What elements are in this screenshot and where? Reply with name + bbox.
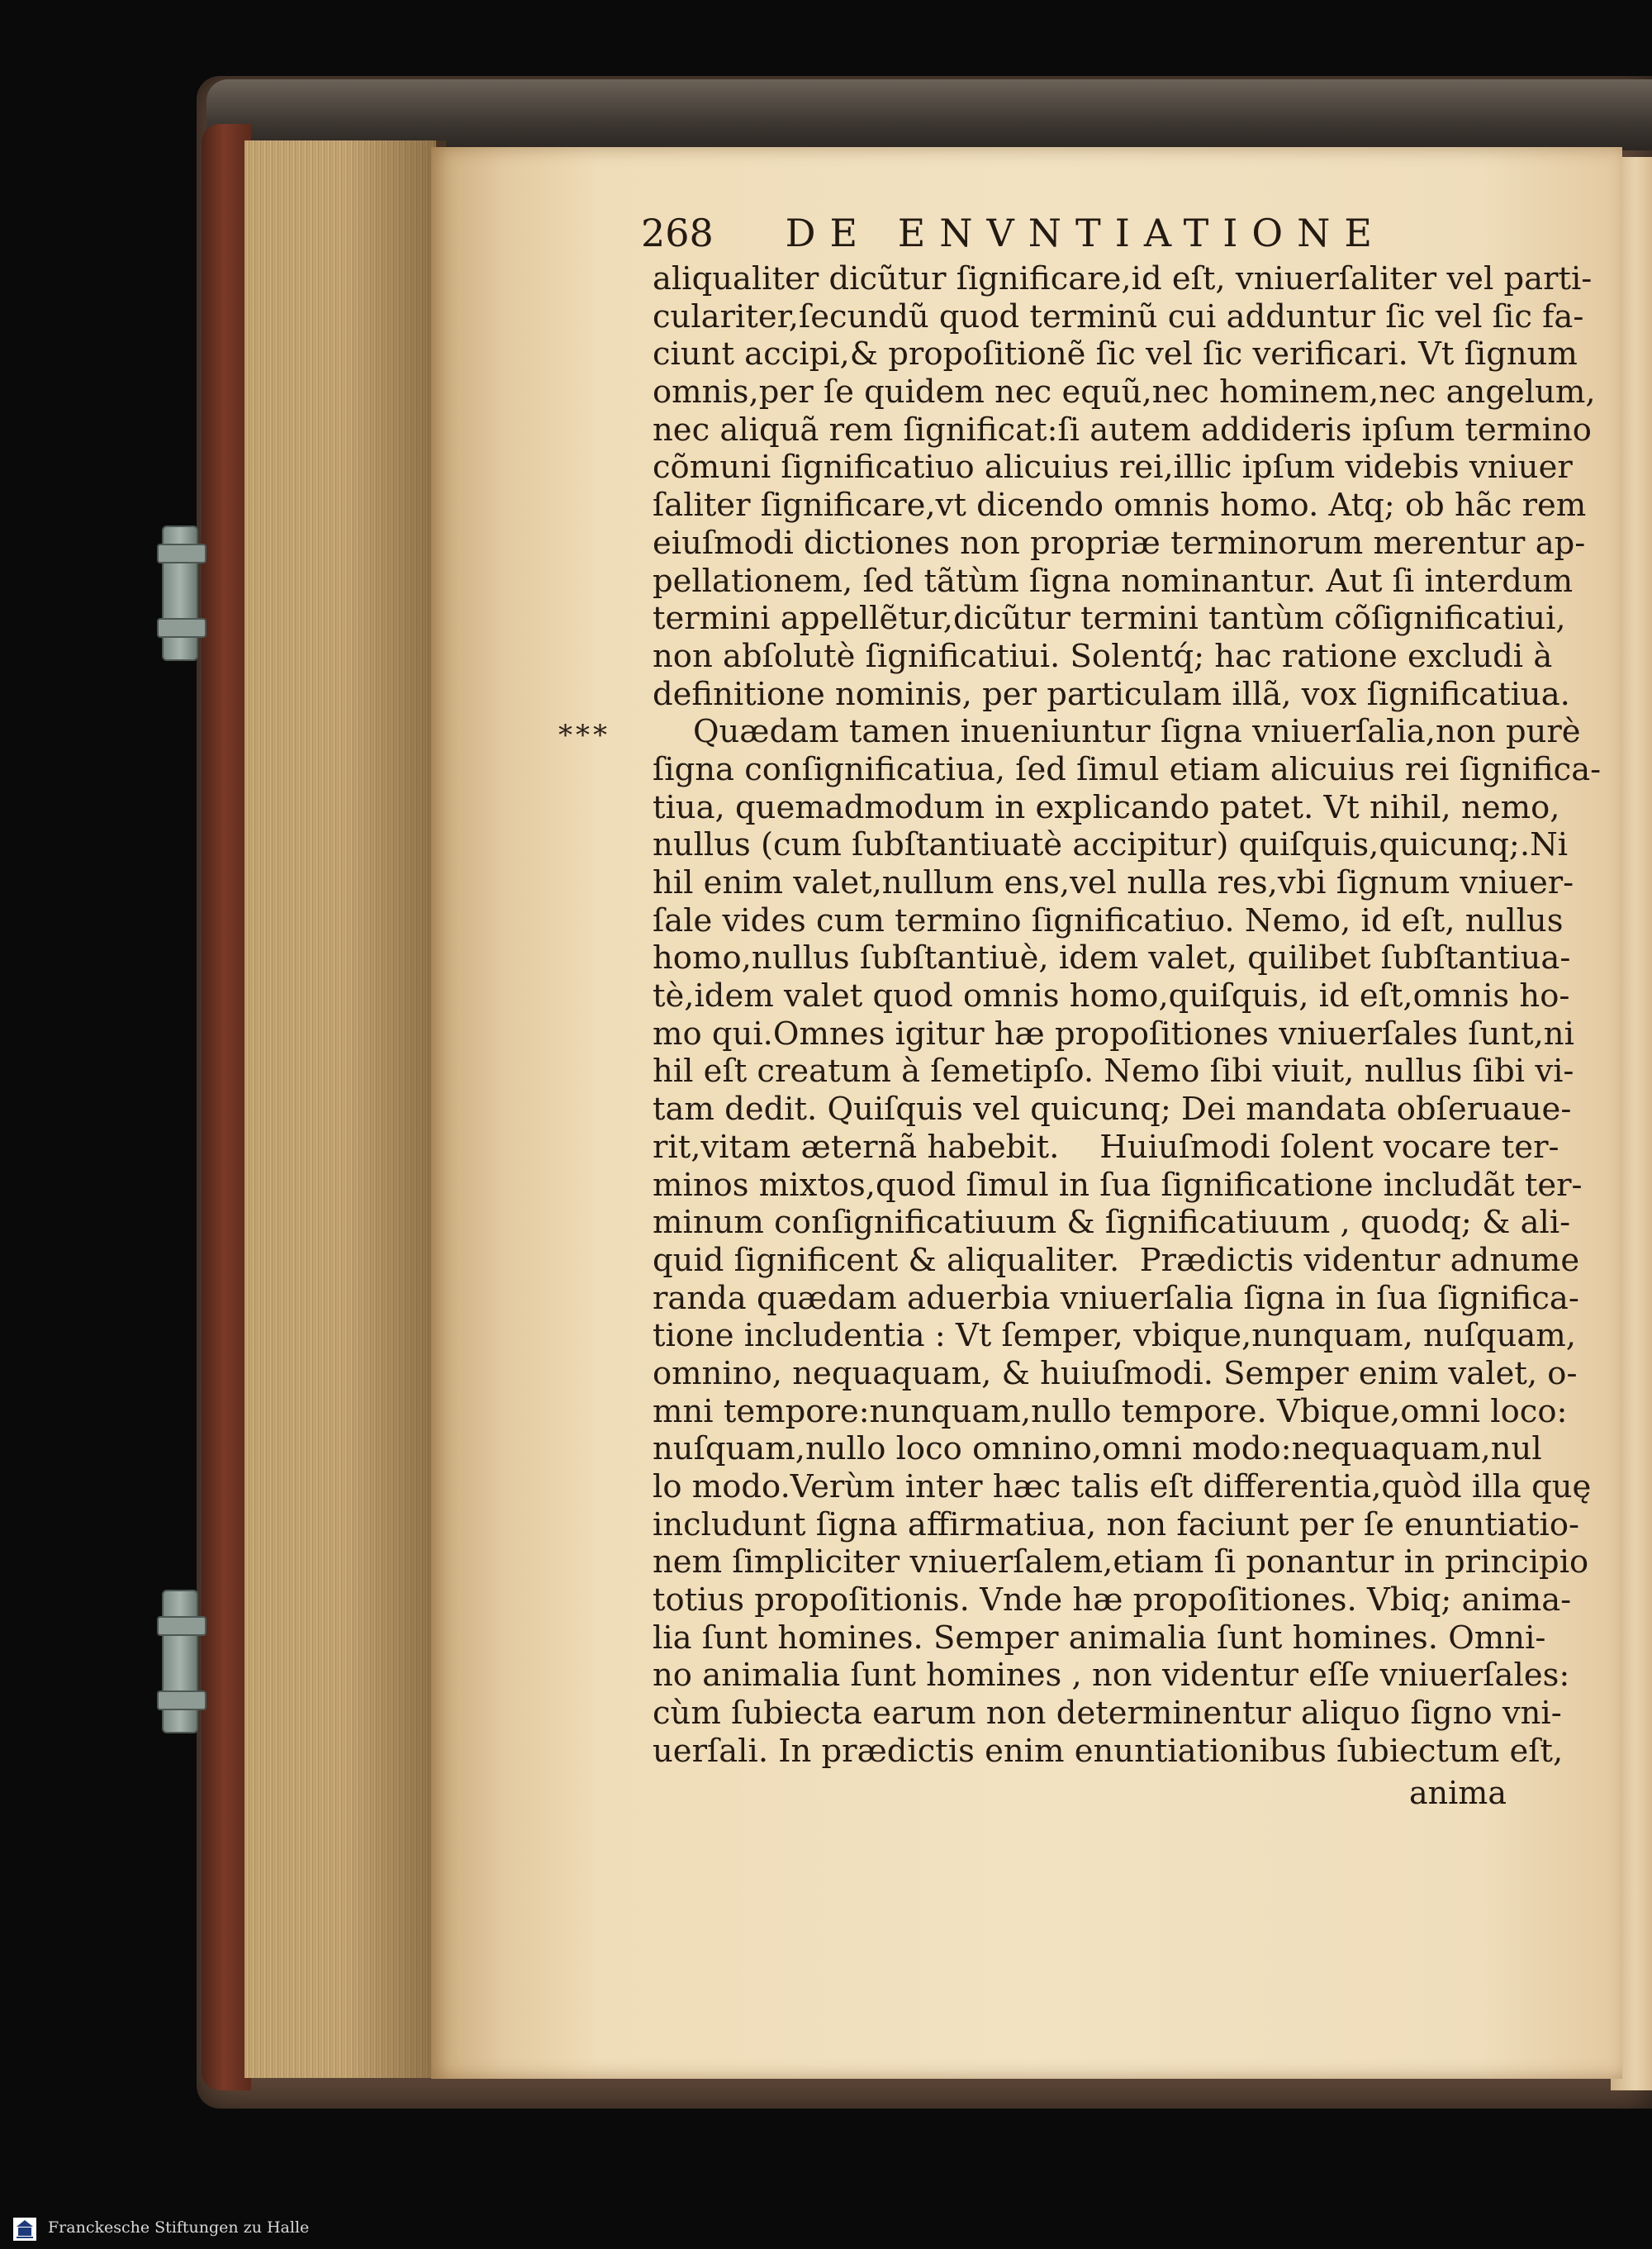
text-line: mo qui.Omnes igitur hæ propoſitiones vniuerſales ſunt,ni bbox=[653, 1015, 1574, 1053]
running-head bbox=[641, 211, 1467, 260]
text-line: minos mixtos,quod ſimul in ſua ſignificatione includãt ter- bbox=[653, 1166, 1583, 1204]
page-text bbox=[653, 260, 1602, 1771]
text-line: randa quædam aduerbia vniuerſalia ſigna in ſua ſignifica- bbox=[653, 1279, 1579, 1317]
text-line: Quædam tamen inueniuntur ſigna vniuerſalia,non purè bbox=[653, 713, 1581, 751]
text-line: minum conſignificatiuum & ſignificatiuum , quodq; & ali- bbox=[653, 1204, 1571, 1242]
footer-institution: Franckesche Stiftungen zu Halle bbox=[48, 2218, 310, 2237]
text-line: cõmuni ſignificatiuo alicuius rei,illic ipſum videbis vniuer bbox=[653, 449, 1573, 487]
book-spine bbox=[202, 124, 251, 2090]
text-line: includunt ſigna affirmatiua, non faciunt per ſe enuntiatio- bbox=[653, 1505, 1580, 1543]
text-line: hil eſt creatum à ſemetipſo. Nemo ſibi viuit, nullus ſibi vi- bbox=[653, 1053, 1574, 1091]
text-line: lia ſunt homines. Semper animalia ſunt homines. Omni- bbox=[653, 1619, 1546, 1657]
text-line: homo,nullus ſubſtantiuè, idem valet, quilibet ſubſtantiua- bbox=[653, 939, 1571, 977]
text-line: no animalia ſunt homines , non videntur eſſe vniuerſales: bbox=[653, 1657, 1570, 1695]
footer-bar bbox=[0, 2208, 1652, 2249]
margin-mark: *** bbox=[558, 719, 610, 752]
catchword: anima bbox=[1409, 1775, 1507, 1811]
text-line: culariter,ſecundũ quod terminũ cui adduntur ſic vel ſic fa- bbox=[653, 297, 1584, 335]
text-line: nem ſimpliciter vniuerſalem,etiam ſi ponantur in principio bbox=[653, 1543, 1589, 1581]
clasp-upper bbox=[162, 525, 198, 661]
text-line: pellationem, ſed tãtùm ſigna nominantur. Aut ſi interdum bbox=[653, 562, 1574, 600]
text-line: omnino, nequaquam, & huiuſmodi. Semper enim valet, o- bbox=[653, 1354, 1578, 1392]
text-line: mni tempore:nunquam,nullo tempore. Vbique,omni loco: bbox=[653, 1392, 1568, 1430]
text-line: eiuſmodi dictiones non propriæ terminorum merentur ap- bbox=[653, 524, 1586, 562]
clasp-lower bbox=[162, 1590, 198, 1733]
text-line: definitione nominis, per particulam illã, vox ſignificatiua. bbox=[653, 675, 1570, 713]
text-line: nullus (cum ſubſtantiuatè accipitur) quiſquis,quicunq;.Ni bbox=[653, 826, 1569, 864]
institution-logo-icon bbox=[13, 2218, 36, 2241]
text-line: termini appellẽtur,dicũtur termini tantùm cõſignificatiui, bbox=[653, 600, 1566, 638]
text-line: cùm ſubiecta earum non determinentur aliquo ſigno vni- bbox=[653, 1695, 1562, 1733]
page-number: 268 bbox=[641, 211, 714, 255]
text-line: totius propoſitionis. Vnde hæ propoſitiones. Vbiq; anima- bbox=[653, 1581, 1572, 1619]
text-line: lo modo.Verùm inter hæc talis eſt differentia,quòd illa quę bbox=[653, 1468, 1592, 1505]
text-line: uerſali. In prædictis enim enuntiationibus ſubiectum eſt, bbox=[653, 1732, 1564, 1770]
text-line: ſigna conſignificatiua, ſed ſimul etiam alicuius rei ſignifica- bbox=[653, 750, 1602, 788]
text-line: nuſquam,nullo loco omnino,omni modo:nequaquam,nul bbox=[653, 1430, 1542, 1468]
text-line: hil enim valet,nullum ens,vel nulla res,vbi ſignum vniuer- bbox=[653, 864, 1574, 901]
text-line: tione includentia : Vt ſemper, vbique,nunquam, nuſquam, bbox=[653, 1317, 1577, 1355]
text-line: tiua, quemadmodum in explicando patet. Vt nihil, nemo, bbox=[653, 788, 1560, 826]
text-line: ciunt accipi,& propoſitionẽ ſic vel ſic verificari. Vt ſignum bbox=[653, 335, 1578, 373]
running-title: DE ENVNTIATIONE bbox=[785, 211, 1386, 255]
text-line: ſaliter ſignificare,vt dicendo omnis homo. Atq; ob hãc rem bbox=[653, 487, 1587, 525]
text-line: non abſolutè ſignificatiui. Solentq́; hac ratione excludi à bbox=[653, 637, 1553, 675]
text-line: omnis,per ſe quidem nec equũ,nec hominem,nec angelum, bbox=[653, 373, 1596, 411]
text-line: nec aliquã rem ſignificat:ſi autem addideris ipſum termino bbox=[653, 411, 1592, 449]
text-line: rit,vitam æternã habebit. Huiuſmodi ſolent vocare ter- bbox=[653, 1128, 1559, 1166]
text-line: aliqualiter dicũtur ſignificare,id eſt, vniuerſaliter vel parti- bbox=[653, 260, 1593, 297]
text-line: quid ſignificent & aliqualiter. Prædictis videntur adnume bbox=[653, 1241, 1580, 1279]
text-line: tam dedit. Quiſquis vel quicunq; Dei mandata obſeruaue- bbox=[653, 1091, 1572, 1129]
text-line: tè,idem valet quod omnis homo,quiſquis, id eſt,omnis ho- bbox=[653, 977, 1570, 1015]
text-line: ſale vides cum termino ſignificatiuo. Nemo, id eſt, nullus bbox=[653, 901, 1564, 939]
